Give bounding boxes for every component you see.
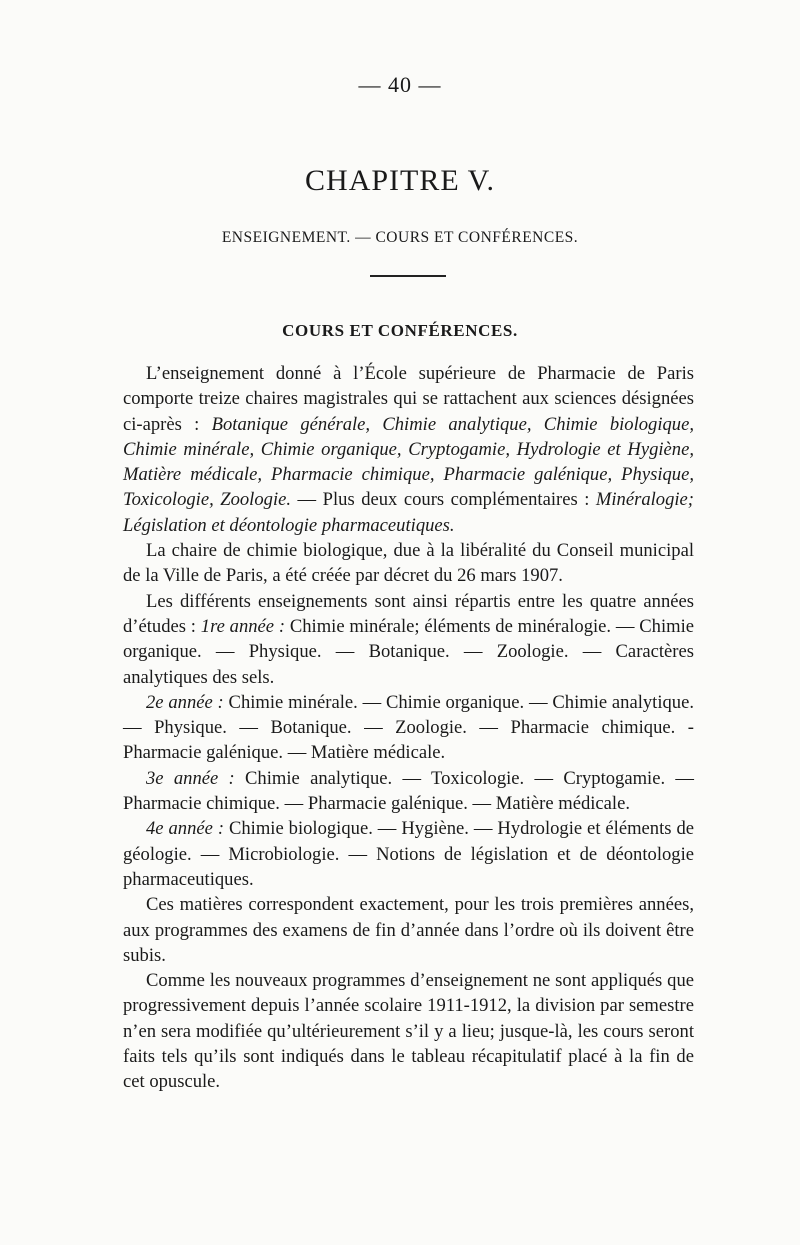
body-text — [123, 361, 694, 1095]
paragraph-4-text: Chimie minérale. — Chimie organique. — Chimie analytique. — Physique. — Botanique. — Zoologie. — Pharmacie chimique. - Pharmacie galénique. — Matière médicale. — [123, 691, 695, 764]
paragraph-5-text: Chimie analytique. — Toxicologie. — Cryptogamie. — Pharmacie chimique. — Pharmacie galénique. — Matière médicale. — [123, 767, 695, 815]
year-2-label: 2e année : — [146, 691, 224, 713]
year-4-label: 4e année : — [146, 818, 225, 840]
paragraph-1 — [123, 361, 694, 538]
section-divider — [370, 275, 446, 277]
paragraph-1-italic-b: Minéralogie; Législation et déontologie pharmaceutiques. — [123, 489, 694, 536]
paragraph-3-text-b: Chimie minérale; éléments de minéralogie. — Chimie organique. — Physique. — Botanique. — Zoologie. — Caractères analytiques des sels. — [123, 615, 695, 688]
year-3-label: 3e année : — [146, 767, 235, 789]
chapter-subtitle: ENSEIGNEMENT. — COURS ET CONFÉRENCES. — [221, 229, 579, 246]
paragraph-4 — [123, 690, 694, 766]
year-1-label: 1re année : — [200, 615, 286, 637]
chapter-title: CHAPITRE V. — [305, 164, 495, 197]
paragraph-6-text: Chimie biologique. — Hygiène. — Hydrologie et éléments de géologie. — Microbiologie. — Notions de législation et de déontologie pharmaceutiques. — [123, 818, 694, 890]
paragraph-1-text-b: — Plus deux cours complémentaires : — [291, 489, 596, 511]
paragraph-5 — [123, 766, 694, 817]
paragraph-1-text-a: L’enseignement donné à l’École supérieure de Pharmacie de Paris comporte treize chaires magistrales qui se rattachent aux sciences désignées ci-après : — [123, 363, 694, 435]
paragraph-1-italic-a: Botanique générale, Chimie analytique, Chimie biologique, Chimie minérale, Chimie organique, Cryptogamie, Hydrologie et Hygiène, Matière médicale, Pharmacie chimique, Pharmacie galénique, Physique, Toxicologie, Zoologie. — [123, 413, 695, 511]
page-number: — 40 — — [358, 72, 442, 97]
paragraph-2: La chaire de chimie biologique, due à la libéralité du Conseil municipal de la Ville de Paris, a été créée par décret du 26 mars 1907. — [123, 540, 694, 587]
paragraph-3-text-a: Les différents enseignements sont ainsi répartis entre les quatre années d’études : — [123, 590, 694, 637]
paragraph-8: Comme les nouveaux programmes d’enseignement ne sont appliqués que progressivement depuis l’année scolaire 1911-1912, la division par semestre n’en sera modifiée qu’ultérieurement s’il y a lieu; jusque-là, les cours seront faits tels qu’ils sont indiqués dans le tableau récapitulatif placé à la fin de cet opuscule. — [123, 970, 694, 1093]
paragraph-3 — [123, 589, 694, 690]
paragraph-6 — [123, 816, 694, 892]
section-heading: COURS ET CONFÉRENCES. — [282, 321, 518, 340]
paragraph-7: Ces matières correspondent exactement, pour les trois premières années, aux programmes des examens de fin d’année dans l’ordre où ils doivent être subis. — [123, 894, 694, 966]
